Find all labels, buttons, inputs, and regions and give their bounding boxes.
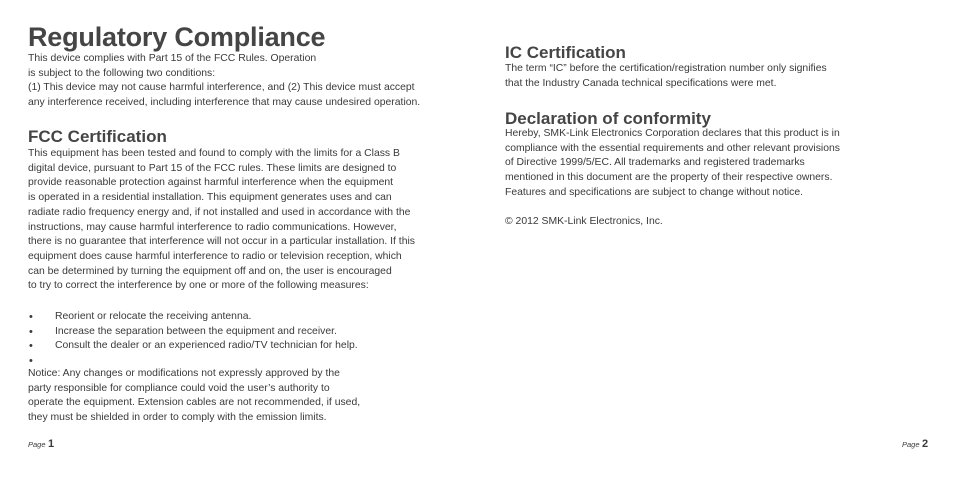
page-number-left	[28, 438, 54, 450]
intro-paragraph: This device complies with Part 15 of the FCC Rules. Operation is subject to the following two conditions: (1) This device may not cause harmful interference, and (2) This device must accept any interference received, including interference that may cause undesired operation.	[28, 53, 421, 109]
page-label: Page	[902, 440, 920, 449]
list-item	[28, 310, 448, 325]
bullet-icon: •	[29, 340, 33, 353]
list-item-text: Consult the dealer or an experienced radio/TV technician for help.	[55, 340, 358, 352]
bullet-icon: •	[29, 311, 33, 323]
copyright-text: © 2012 SMK-Link Electronics, Inc.	[505, 216, 663, 227]
fcc-certification-body: This equipment has been tested and found to comply with the limits for a Class B digital device, pursuant to Part 15 of the FCC rules. These limits are designed to provide reasonable protection against harmful interference when the equipment is operated in a residential installation. This equipment generates uses and can radiate radio frequency energy and, if not installed and used in accordance with the instructions, may cause harmful interference to radio communications. However, there is no guarantee that interference will not occur in a particular installation. If this equipment does cause harmful interference to radio or television reception, which can be determined by turning the equipment off and on, the user is encouraged to try to correct the interference by one or more of the following measures:	[28, 148, 415, 292]
declaration-heading: Declaration of conformity	[505, 109, 711, 128]
bullet-icon: •	[29, 355, 33, 368]
notice-paragraph: Notice: Any changes or modifications not expressly approved by the party responsible for compliance could void the user’s authority to operate the equipment. Extension cables are not recommended, if used, they must be shielded in order to comply with the emission limits.	[28, 368, 361, 424]
ic-certification-body: The term “IC” before the certification/registration number only signifies that the Industry Canada technical specifications were met.	[505, 63, 827, 89]
page-number: 2	[922, 438, 929, 450]
page-number: 1	[48, 438, 55, 450]
fcc-certification-heading: FCC Certification	[28, 127, 167, 146]
page-number-right	[902, 438, 928, 450]
list-item-text: Reorient or relocate the receiving antenna.	[55, 311, 252, 322]
page-label: Page	[28, 440, 46, 449]
ic-certification-heading: IC Certification	[505, 43, 626, 62]
bullet-icon: •	[29, 325, 33, 338]
list-item	[28, 339, 448, 354]
list-item	[28, 325, 448, 340]
declaration-body: Hereby, SMK-Link Electronics Corporation declares that this product is in compliance with the essential requirements and other relevant provisions of Directive 1999/5/EC. All trademarks and registered trademarks mentioned in this document are the property of their respective owners. Features and specifications are subject to change without notice.	[505, 128, 840, 198]
page-title: Regulatory Compliance	[28, 22, 326, 52]
measures-list	[28, 310, 448, 369]
list-item-text: Increase the separation between the equipment and receiver.	[55, 325, 337, 337]
